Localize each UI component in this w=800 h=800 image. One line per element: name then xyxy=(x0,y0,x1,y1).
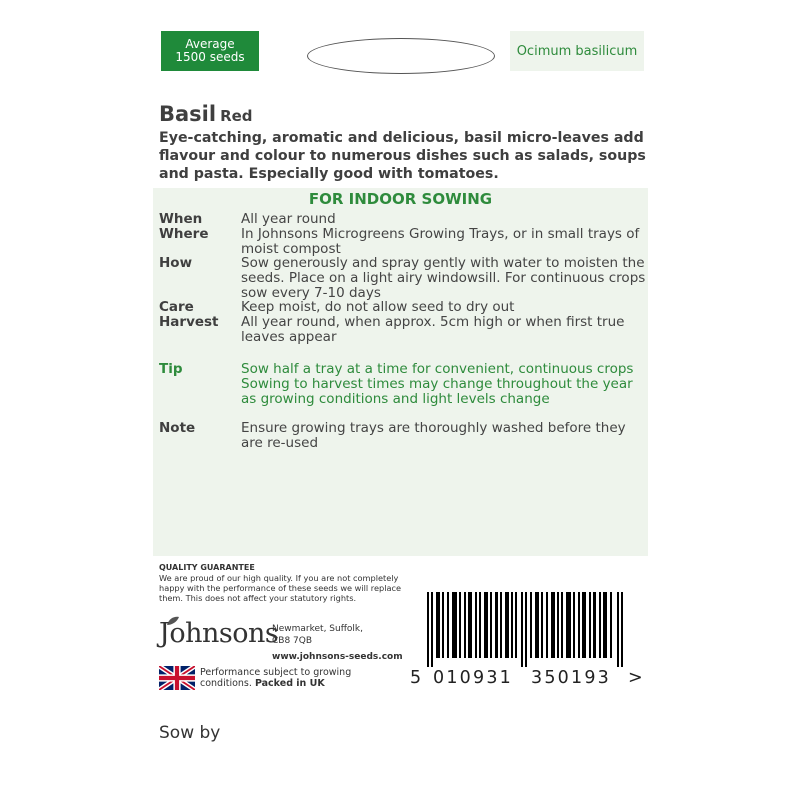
performance-line1: Performance subject to growing xyxy=(200,667,352,678)
sowing-panel xyxy=(153,188,648,556)
performance-note xyxy=(200,667,351,689)
row-value: Keep moist, do not allow seed to dry out xyxy=(241,299,515,315)
address-line2: CB8 7QB xyxy=(272,636,313,646)
row-label: How xyxy=(159,255,193,271)
barcode-group2: 350193 xyxy=(531,668,612,688)
row-label: Where xyxy=(159,226,209,242)
row-label: Care xyxy=(159,299,194,315)
row-value: Ensure growing trays are thoroughly washed before they are re-used xyxy=(241,420,626,451)
company-website: www.johnsons-seeds.com xyxy=(272,652,403,662)
row-label: Harvest xyxy=(159,314,219,330)
row-label: When xyxy=(159,211,203,227)
product-title xyxy=(159,102,253,126)
quality-guarantee-text: We are proud of our high quality. If you are not completely happy with the performance of these seeds we will replace them. This does not affect your statutory rights. xyxy=(159,573,402,603)
packet-window-oval xyxy=(307,38,495,74)
badge-line1: Average xyxy=(185,37,235,51)
row-value: Sow generously and spray gently with water to moisten the seeds. Place on a light airy windowsill. For continuous crops sow every 7-10 days xyxy=(241,255,646,301)
product-name: Basil xyxy=(159,102,217,126)
barcode-first-digit: 5 xyxy=(410,668,422,688)
row-label: Tip xyxy=(159,361,183,377)
product-intro: Eye-catching, aromatic and delicious, basil micro-leaves add flavour and colour to numerous dishes such as salads, soups and pasta. Especially good with tomatoes. xyxy=(159,130,646,182)
uk-flag-icon xyxy=(159,666,195,690)
sowing-panel-heading: FOR INDOOR SOWING xyxy=(308,190,493,208)
packed-in-uk: Packed in UK xyxy=(254,678,325,689)
johnsons-logo: Johnsons xyxy=(159,618,279,649)
company-address xyxy=(272,623,363,647)
quality-guarantee-title: QUALITY GUARANTEE xyxy=(159,563,255,572)
row-value: Sow half a tray at a time for convenient, continuous crops Sowing to harvest times may change throughout the year as growing conditions and light levels change xyxy=(241,361,634,407)
address-line1: Newmarket, Suffolk, xyxy=(272,624,363,634)
latin-name: Ocimum basilicum xyxy=(510,31,644,71)
row-value: In Johnsons Microgreens Growing Trays, or in small trays of moist compost xyxy=(241,226,640,257)
seed-count-badge xyxy=(161,31,259,71)
row-value: All year round xyxy=(241,211,336,227)
sow-by-label: Sow by xyxy=(159,723,221,743)
badge-line2: 1500 seeds xyxy=(175,50,245,64)
performance-line2: conditions. xyxy=(200,678,252,689)
barcode-arrow: > xyxy=(628,668,643,688)
barcode xyxy=(427,592,627,667)
row-value: All year round, when approx. 5cm high or when first true leaves appear xyxy=(241,314,625,345)
barcode-group1: 010931 xyxy=(433,668,514,688)
row-label: Note xyxy=(159,420,196,436)
product-variety: Red xyxy=(220,107,253,125)
